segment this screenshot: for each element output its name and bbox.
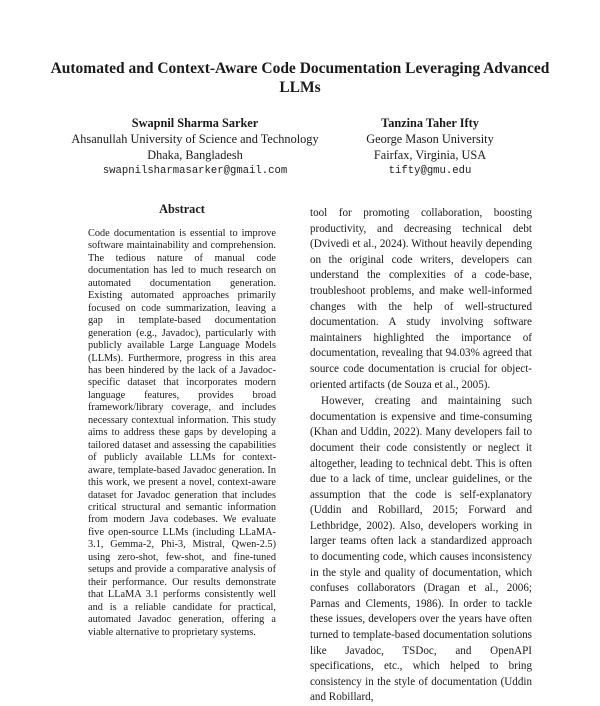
author-block-2 bbox=[330, 115, 530, 179]
author-name: Swapnil Sharma Sarker bbox=[131, 116, 259, 130]
abstract-text: Code documentation is essential to improve software maintainability and comprehension. The tedious nature of manual code documentation has led to much research on automated documentation generation. Existing automated approaches primarily focused on code summarization, leaving a gap in template-based documentation generation (e.g., Javadoc), particularly with publicly available Large Language Models (LLMs). Furthermore, progress in this area has been hindered by the lack of a Javadoc-specific dataset that incorporates modern language features, provides broad framework/library coverage, and includes necessary contextual information. This study aims to address these gaps by developing a tailored dataset and assessing the capabilities of publicly available LLMs for context-aware, template-based Javadoc generation. In this work, we present a novel, context-aware dataset for Javadoc generation that includes critical structural and semantic information from modern Java codebases. We evaluate five open-source LLMs (including LLaMA-3.1, Gemma-2, Phi-3, Mistral, Qwen-2.5) using zero-shot, few-shot, and fine-tuned setups and provide a comparative analysis of their performance. Our results demonstrate that LLaMA 3.1 performs consistently well and is a reliable candidate for practical, automated Javadoc generation, offering a viable alternative to proprietary systems. bbox=[88, 228, 276, 638]
paper-title: Automated and Context-Aware Code Documentation Leveraging Advanced LLMs bbox=[50, 60, 550, 96]
author-location: Fairfax, Virginia, USA bbox=[373, 148, 487, 162]
author-email[interactable]: tifty@gmu.edu bbox=[388, 165, 472, 177]
author-email[interactable]: swapnilsharmasarker@gmail.com bbox=[102, 165, 288, 177]
abstract-heading: Abstract bbox=[159, 202, 205, 216]
author-affiliation: George Mason University bbox=[366, 132, 494, 146]
author-affiliation: Ahsanullah University of Science and Technology bbox=[71, 132, 319, 146]
author-block-1 bbox=[60, 115, 330, 179]
author-name: Tanzina Taher Ifty bbox=[381, 116, 479, 130]
body-paragraph-2: However, creating and maintaining such documentation is expensive and time-consuming (Khan and Uddin, 2022). Many developers fail to document their code consistently or neglect it altogether, leading to technical debt. This is often due to a lack of time, unclear guidelines, or the assumption that the code is self-explanatory (Uddin and Robillard, 2015; Forward and Lethbridge, 2002). Also, developers working in larger teams often lack a standardized approach to documenting code, which causes inconsistency in the style and quality of documentation, which confuses collaborators (Dragan et al., 2006; Parnas and Clements, 1986). In order to tackle these issues, developers over the years have often turned to template-based documentation solutions like Javadoc, TSDoc, and OpenAPI specifications, etc., which helped to bring consistency in the style of documentation (Uddin and Robillard, bbox=[310, 395, 532, 704]
body-paragraph-1: tool for promoting collaboration, boosting productivity, and decreasing technical debt (Dvivedi et al., 2024). Without heavily depending on the original code writers, developers can understand the complexities of a code-base, troubleshoot problems, and make well-informed changes with the help of well-structured documentation. A study involving software maintainers highlighted the importance of documentation, revealing that 94.03% agreed that source code documentation is crucial for object-oriented artifacts (de Souza et al., 2005). bbox=[310, 207, 532, 391]
author-location: Dhaka, Bangladesh bbox=[147, 148, 243, 162]
body-column bbox=[310, 206, 532, 706]
